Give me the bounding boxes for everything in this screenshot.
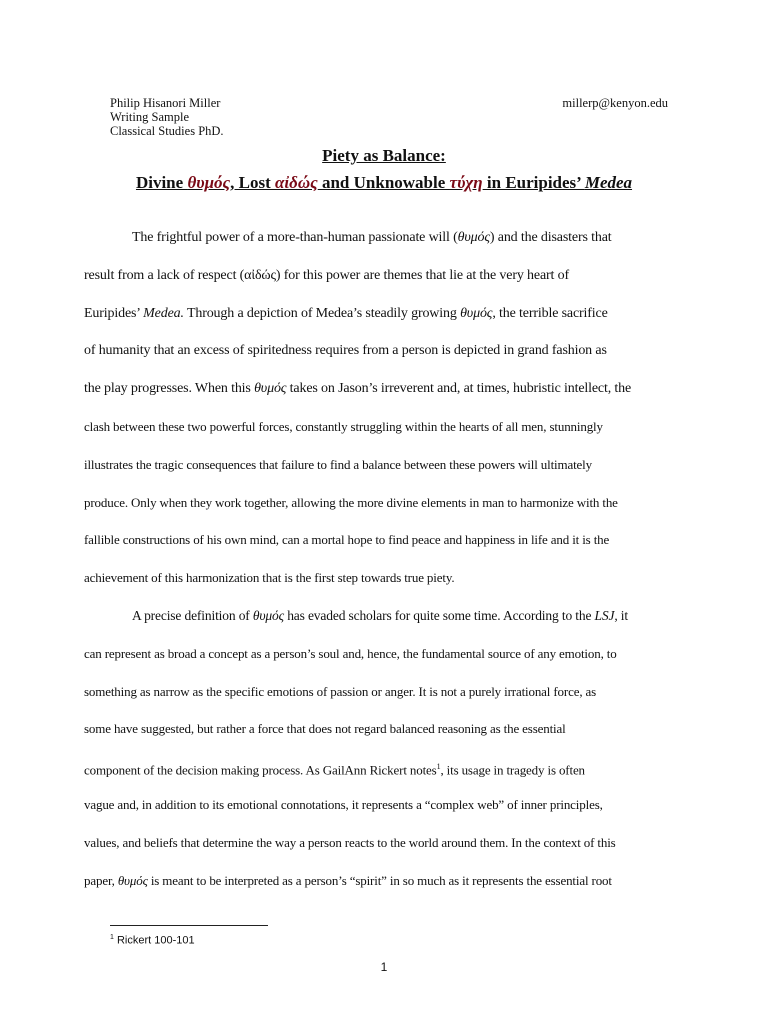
text-line: of humanity that an excess of spiritedness requires from a person is depicted in grand fashion as <box>84 343 607 359</box>
text-line: some have suggested, but rather a force that does not regard balanced reasoning as the essential <box>84 721 566 737</box>
author-email: millerp@kenyon.edu <box>562 96 668 110</box>
text-line: something as narrow as the specific emotions of passion or anger. It is not a purely irrational force, as <box>84 683 597 699</box>
text-line: can represent as broad a concept as a person’s soul and, hence, the fundamental source of any emotion, to <box>84 645 617 661</box>
text-line: the play progresses. When this θυμός takes on Jason’s irreverent and, at times, hubristic intellect, the <box>84 381 632 397</box>
footnote: $^1$ Rickert 100-101 <box>110 934 195 947</box>
text-line: Euripides’ Medea. Through a depiction of Medea’s steadily growing θυμός, the terrible sacrifice <box>84 305 608 321</box>
text-line: paper, θυμός is meant to be interpreted as a person’s “spirit” in so much as it represents the essential root <box>84 872 612 888</box>
text-line: A precise definition of θυμός has evaded scholars for quite some time. According to the LSJ, it <box>132 607 628 623</box>
text-line: illustrates the tragic consequences that failure to find a balance between these powers will ultimately <box>84 456 592 472</box>
text-line: The frightful power of a more-than-human passionate will (θυμός) and the disasters that <box>132 230 612 245</box>
program-name: Classical Studies PhD. <box>110 124 224 138</box>
title-line-2: Divine θυμός, Lost αἰδώς and Unknowable τύχη in Euripides’ Medea <box>135 173 633 192</box>
author-name: Philip Hisanori Miller <box>110 96 221 110</box>
page-number: 1 <box>380 960 388 974</box>
author-block <box>110 96 224 138</box>
footnote-divider <box>110 925 268 926</box>
text-line: component of the decision making process. As GailAnn Rickert notes$^1$, its usage in tragedy is often <box>84 762 585 778</box>
title-line-1: Piety as Balance: <box>322 146 446 165</box>
body-text <box>84 226 684 906</box>
text-line: clash between these two powerful forces, constantly struggling within the hearts of all men, stunningly <box>84 418 603 434</box>
text-line: vague and, in addition to its emotional connotations, it represents a “complex web” of inner principles, <box>84 796 603 812</box>
text-line: result from a lack of respect (αἰδώς) for this power are themes that lie at the very heart of <box>84 267 569 283</box>
text-line: achievement of this harmonization that is the first step towards true piety. <box>84 570 455 586</box>
footnote-ref[interactable]: 1 <box>436 762 441 772</box>
text-line: values, and beliefs that determine the way a person reacts to the world around them. In the context of this <box>84 834 616 850</box>
text-line: fallible constructions of his own mind, can a mortal hope to find peace and happiness in life and it is the <box>84 532 610 548</box>
document-type: Writing Sample <box>110 110 189 124</box>
text-line: produce. Only when they work together, allowing the more divine elements in man to harmonize with the <box>84 494 618 510</box>
